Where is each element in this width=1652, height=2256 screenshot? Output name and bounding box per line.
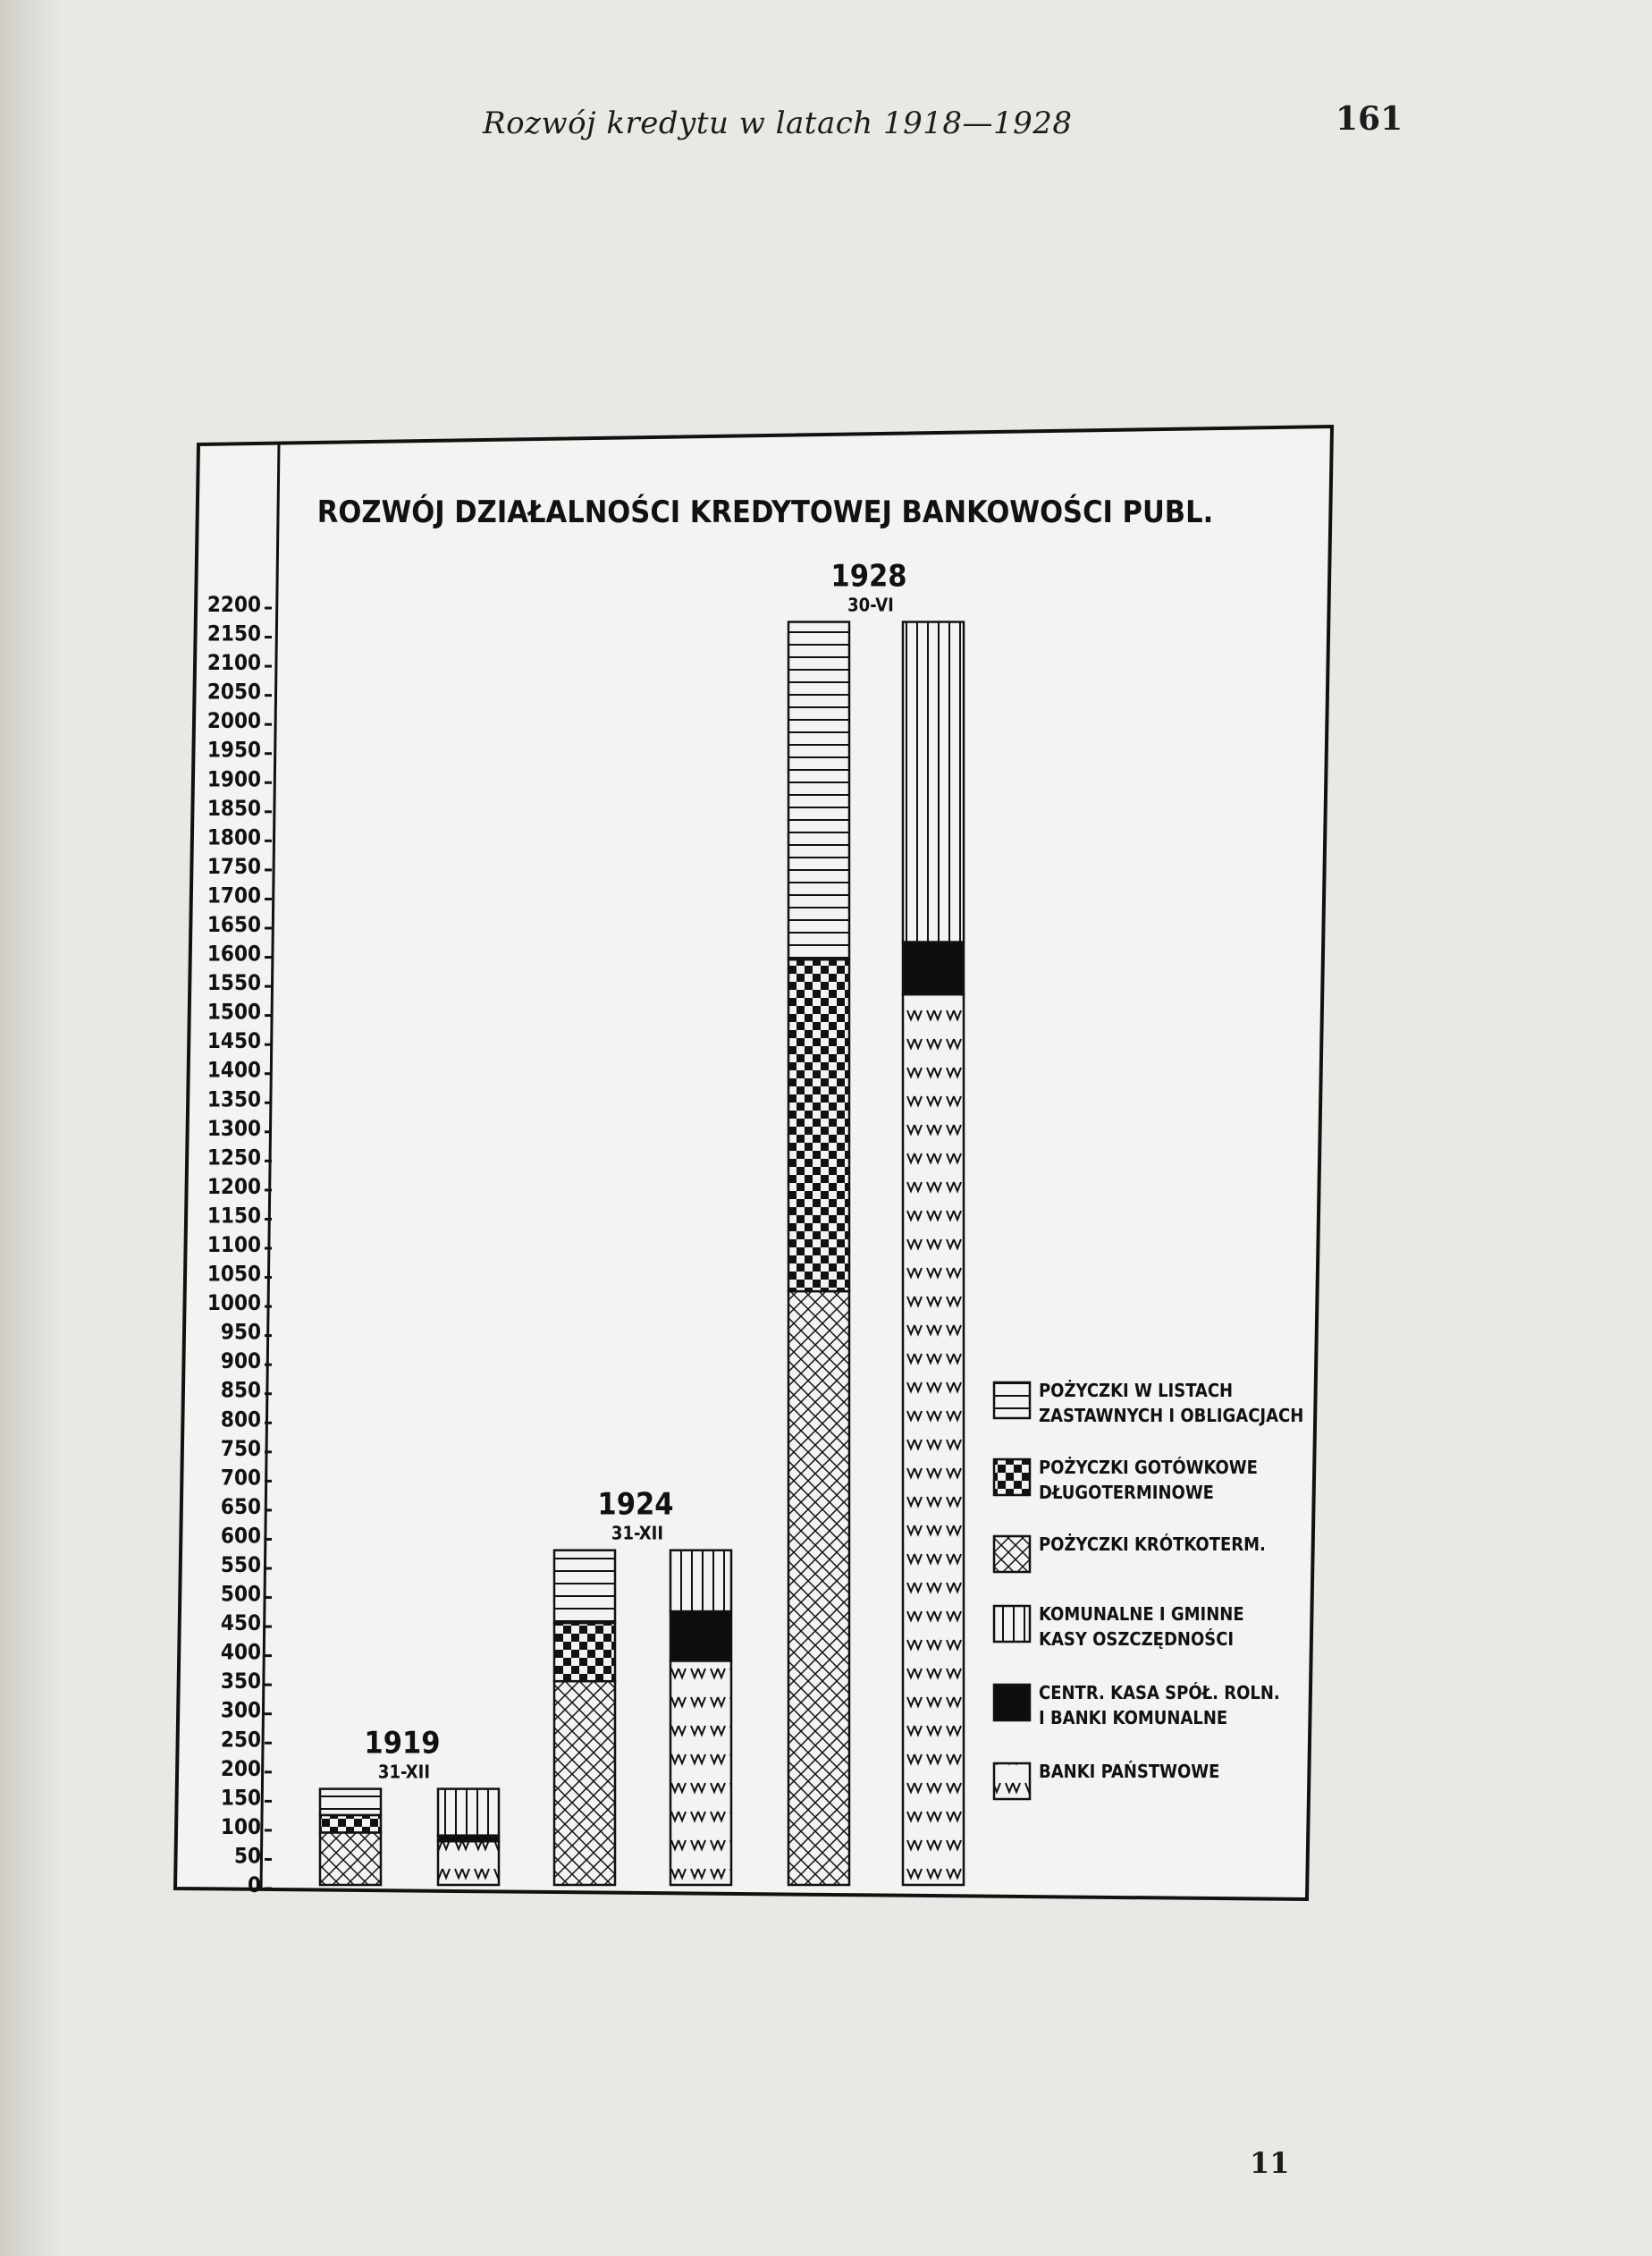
y-tick-label: 1100 bbox=[206, 1232, 261, 1257]
institutions-bar-1919-segment-komunalne bbox=[438, 1789, 499, 1836]
legend-label: BANKI PAŃSTWOWE bbox=[1039, 1761, 1220, 1782]
legend-swatch-listy bbox=[994, 1382, 1030, 1418]
y-tick-label: 1500 bbox=[206, 999, 261, 1025]
institutions-bar-1928-segment-komunalne bbox=[903, 622, 964, 942]
y-tick-label: 1600 bbox=[206, 941, 261, 967]
group-year-label: 1919 bbox=[364, 1725, 441, 1762]
y-tick-label: 2200 bbox=[206, 592, 261, 617]
y-tick-label: 1350 bbox=[206, 1086, 261, 1112]
loans-bar-1924-segment-listy bbox=[554, 1550, 615, 1623]
y-tick-label: 50 bbox=[233, 1843, 261, 1869]
y-tick-label: 1050 bbox=[206, 1261, 261, 1287]
loans-bar-1919-segment-listy bbox=[320, 1789, 381, 1815]
y-tick-label: 1800 bbox=[206, 824, 261, 850]
y-tick-label: 1200 bbox=[206, 1173, 261, 1199]
y-tick-label: 450 bbox=[220, 1610, 261, 1636]
y-tick-label: 350 bbox=[220, 1669, 261, 1694]
legend-label: ZASTAWNYCH I OBLIGACJACH bbox=[1039, 1405, 1304, 1426]
legend-label: KOMUNALNE I GMINNE bbox=[1039, 1603, 1244, 1625]
y-tick-label: 150 bbox=[220, 1785, 261, 1811]
y-tick-label: 1950 bbox=[206, 737, 261, 763]
group-date-label: 31-XII bbox=[377, 1761, 431, 1783]
y-tick-label: 100 bbox=[220, 1813, 261, 1839]
group-year-label: 1928 bbox=[830, 558, 907, 595]
loans-bar-1924-segment-dlugoterminowe bbox=[554, 1623, 615, 1681]
institutions-bar-1924-segment-komunalne bbox=[670, 1550, 731, 1611]
legend-label: POŻYCZKI GOTÓWKOWE bbox=[1039, 1457, 1258, 1478]
y-tick-label: 600 bbox=[220, 1523, 261, 1549]
y-tick-label: 2150 bbox=[206, 621, 261, 646]
legend-label: POŻYCZKI W LISTACH bbox=[1039, 1380, 1234, 1401]
legend-label: DŁUGOTERMINOWE bbox=[1039, 1482, 1214, 1503]
institutions-bar-1924-segment-centr_kasa bbox=[670, 1611, 731, 1660]
y-tick-label: 1900 bbox=[206, 766, 261, 792]
legend-swatch-krotkoterm bbox=[994, 1536, 1030, 1572]
y-tick-label: 850 bbox=[220, 1377, 261, 1403]
y-tick-label: 1850 bbox=[206, 795, 261, 821]
institutions-bar-1924-segment-panstwowe bbox=[670, 1660, 731, 1885]
legend-label: CENTR. KASA SPÓŁ. ROLN. bbox=[1039, 1682, 1280, 1703]
y-tick-label: 0 bbox=[247, 1872, 261, 1897]
legend-swatch-dlugoterminowe bbox=[994, 1459, 1030, 1495]
loans-bar-1928-segment-listy bbox=[788, 622, 849, 960]
y-tick-label: 900 bbox=[220, 1348, 261, 1374]
y-tick-label: 550 bbox=[220, 1552, 261, 1577]
loans-bar-1928-segment-krotkoterm bbox=[788, 1291, 849, 1885]
y-tick-label: 1000 bbox=[206, 1290, 261, 1316]
y-tick-label: 1550 bbox=[206, 970, 261, 996]
legend-label: KASY OSZCZĘDNOŚCI bbox=[1039, 1628, 1235, 1650]
folio-number: 11 bbox=[1250, 2146, 1290, 2180]
y-tick-label: 750 bbox=[220, 1435, 261, 1461]
y-tick-label: 2000 bbox=[206, 708, 261, 734]
loans-bar-1919-segment-krotkoterm bbox=[320, 1832, 381, 1885]
y-tick-label: 2050 bbox=[206, 679, 261, 705]
y-tick-label: 250 bbox=[220, 1727, 261, 1753]
y-tick-label: 650 bbox=[220, 1493, 261, 1519]
y-tick-label: 1400 bbox=[206, 1057, 261, 1083]
legend-label: I BANKI KOMUNALNE bbox=[1039, 1707, 1228, 1728]
y-tick-label: 700 bbox=[220, 1465, 261, 1491]
y-tick-label: 1750 bbox=[206, 853, 261, 879]
chart-title: ROZWÓJ DZIAŁALNOŚCI KREDYTOWEJ BANKOWOŚCI PUBL. bbox=[316, 494, 1214, 530]
loans-bar-1924-segment-krotkoterm bbox=[554, 1681, 615, 1885]
y-tick-label: 500 bbox=[220, 1581, 261, 1607]
y-tick-label: 300 bbox=[220, 1697, 261, 1723]
group-date-label: 31-XII bbox=[611, 1522, 664, 1544]
legend-label: POŻYCZKI KRÓTKOTERM. bbox=[1039, 1534, 1266, 1555]
y-tick-label: 200 bbox=[220, 1755, 261, 1781]
loans-bar-1928-segment-dlugoterminowe bbox=[788, 959, 849, 1291]
y-tick-label: 1650 bbox=[206, 912, 261, 937]
institutions-bar-1928-segment-panstwowe bbox=[903, 994, 964, 1885]
chart-frame bbox=[175, 427, 1332, 1899]
y-tick-label: 1300 bbox=[206, 1115, 261, 1141]
page-number: 161 bbox=[1336, 100, 1403, 138]
institutions-bar-1928-segment-centr_kasa bbox=[903, 942, 964, 995]
legend-swatch-panstwowe bbox=[994, 1763, 1030, 1799]
y-tick-label: 2100 bbox=[206, 650, 261, 676]
institutions-bar-1919-segment-panstwowe bbox=[438, 1841, 499, 1885]
legend-swatch-centr_kasa bbox=[994, 1685, 1030, 1720]
y-tick-label: 950 bbox=[220, 1319, 261, 1345]
running-head: Rozwój kredytu w latach 1918—1928 bbox=[483, 106, 1073, 141]
y-tick-label: 800 bbox=[220, 1407, 261, 1432]
legend-swatch-komunalne bbox=[994, 1606, 1030, 1642]
y-tick-label: 1700 bbox=[206, 883, 261, 908]
y-tick-label: 1450 bbox=[206, 1028, 261, 1054]
group-year-label: 1924 bbox=[597, 1486, 674, 1523]
y-tick-label: 1150 bbox=[206, 1203, 261, 1229]
y-tick-label: 400 bbox=[220, 1639, 261, 1665]
group-date-label: 30-VI bbox=[847, 594, 894, 616]
y-tick-label: 1250 bbox=[206, 1145, 261, 1170]
loans-bar-1919-segment-dlugoterminowe bbox=[320, 1815, 381, 1833]
